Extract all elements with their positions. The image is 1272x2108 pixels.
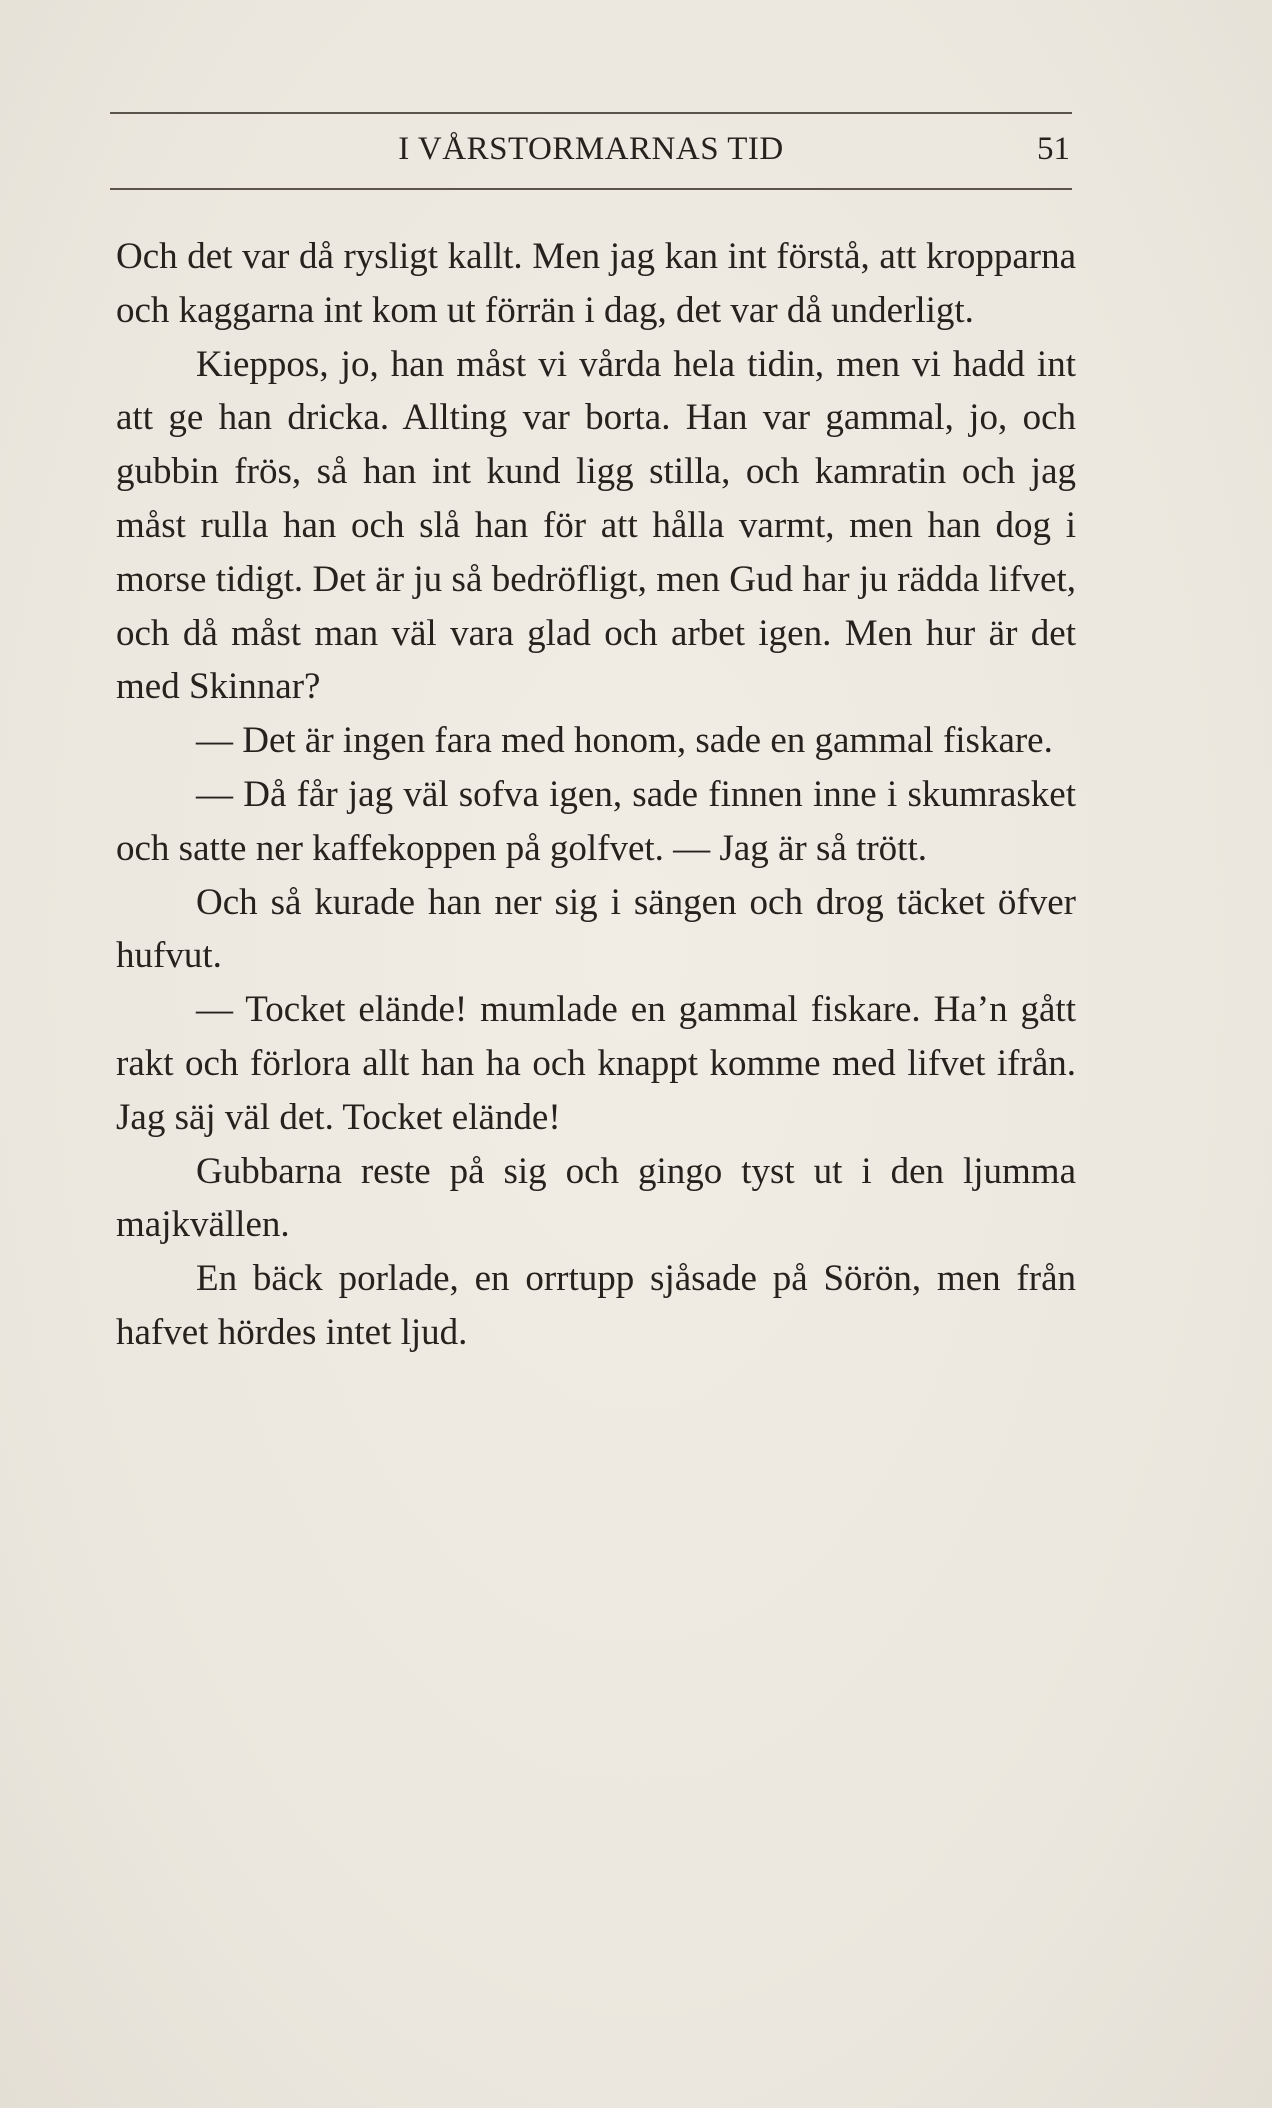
header-row xyxy=(110,114,1072,188)
paragraph: En bäck porlade, en orrtupp sjåsade på Sörön, men från hafvet hördes intet ljud. xyxy=(116,1258,1076,1353)
paragraph: — Det är ingen fara med honom, sade en gammal fiskare. xyxy=(196,720,1053,762)
paragraph: Kieppos, jo, han måst vi vårda hela tidin, men vi hadd int att ge han dricka. Allting var borta. Han var gammal, jo, och gubbin frös, så han int kund ligg stilla, och kamratin och jag måst rulla han och slå han för att hålla varmt, men han dog i morse tidigt. Det är ju så bedröfligt, men Gud har ju rädda lifvet, och då måst man väl vara glad och arbet igen. Men hur är det med Skinnar? xyxy=(116,343,1076,708)
paragraph: — Tocket elände! mumlade en gammal fiskare. Ha’n gått rakt och förlora allt han ha och knappt komme med lifvet ifrån. Jag säj väl det. Tocket elände! xyxy=(116,989,1076,1138)
page-header xyxy=(110,112,1072,190)
body-text xyxy=(116,230,1076,1360)
paragraph: Och det var då rysligt kallt. Men jag kan int förstå, att kropparna och kaggarna int kom ut förrän i dag, det var då underligt. xyxy=(116,236,1076,331)
page-number: 51 xyxy=(1037,131,1070,167)
paragraph: Och så kurade han ner sig i sängen och drog täcket öfver hufvut. xyxy=(116,881,1076,977)
running-title: I VÅRSTORMARNAS TID xyxy=(398,131,784,167)
paragraph: Gubbarna reste på sig och gingo tyst ut i den ljumma majkvällen. xyxy=(116,1150,1076,1246)
header-bottom-rule xyxy=(110,188,1072,190)
paragraph: — Då får jag väl sofva igen, sade finnen inne i skumrasket och satte ner kaffekoppen på golfvet. — Jag är så trött. xyxy=(116,773,1076,869)
